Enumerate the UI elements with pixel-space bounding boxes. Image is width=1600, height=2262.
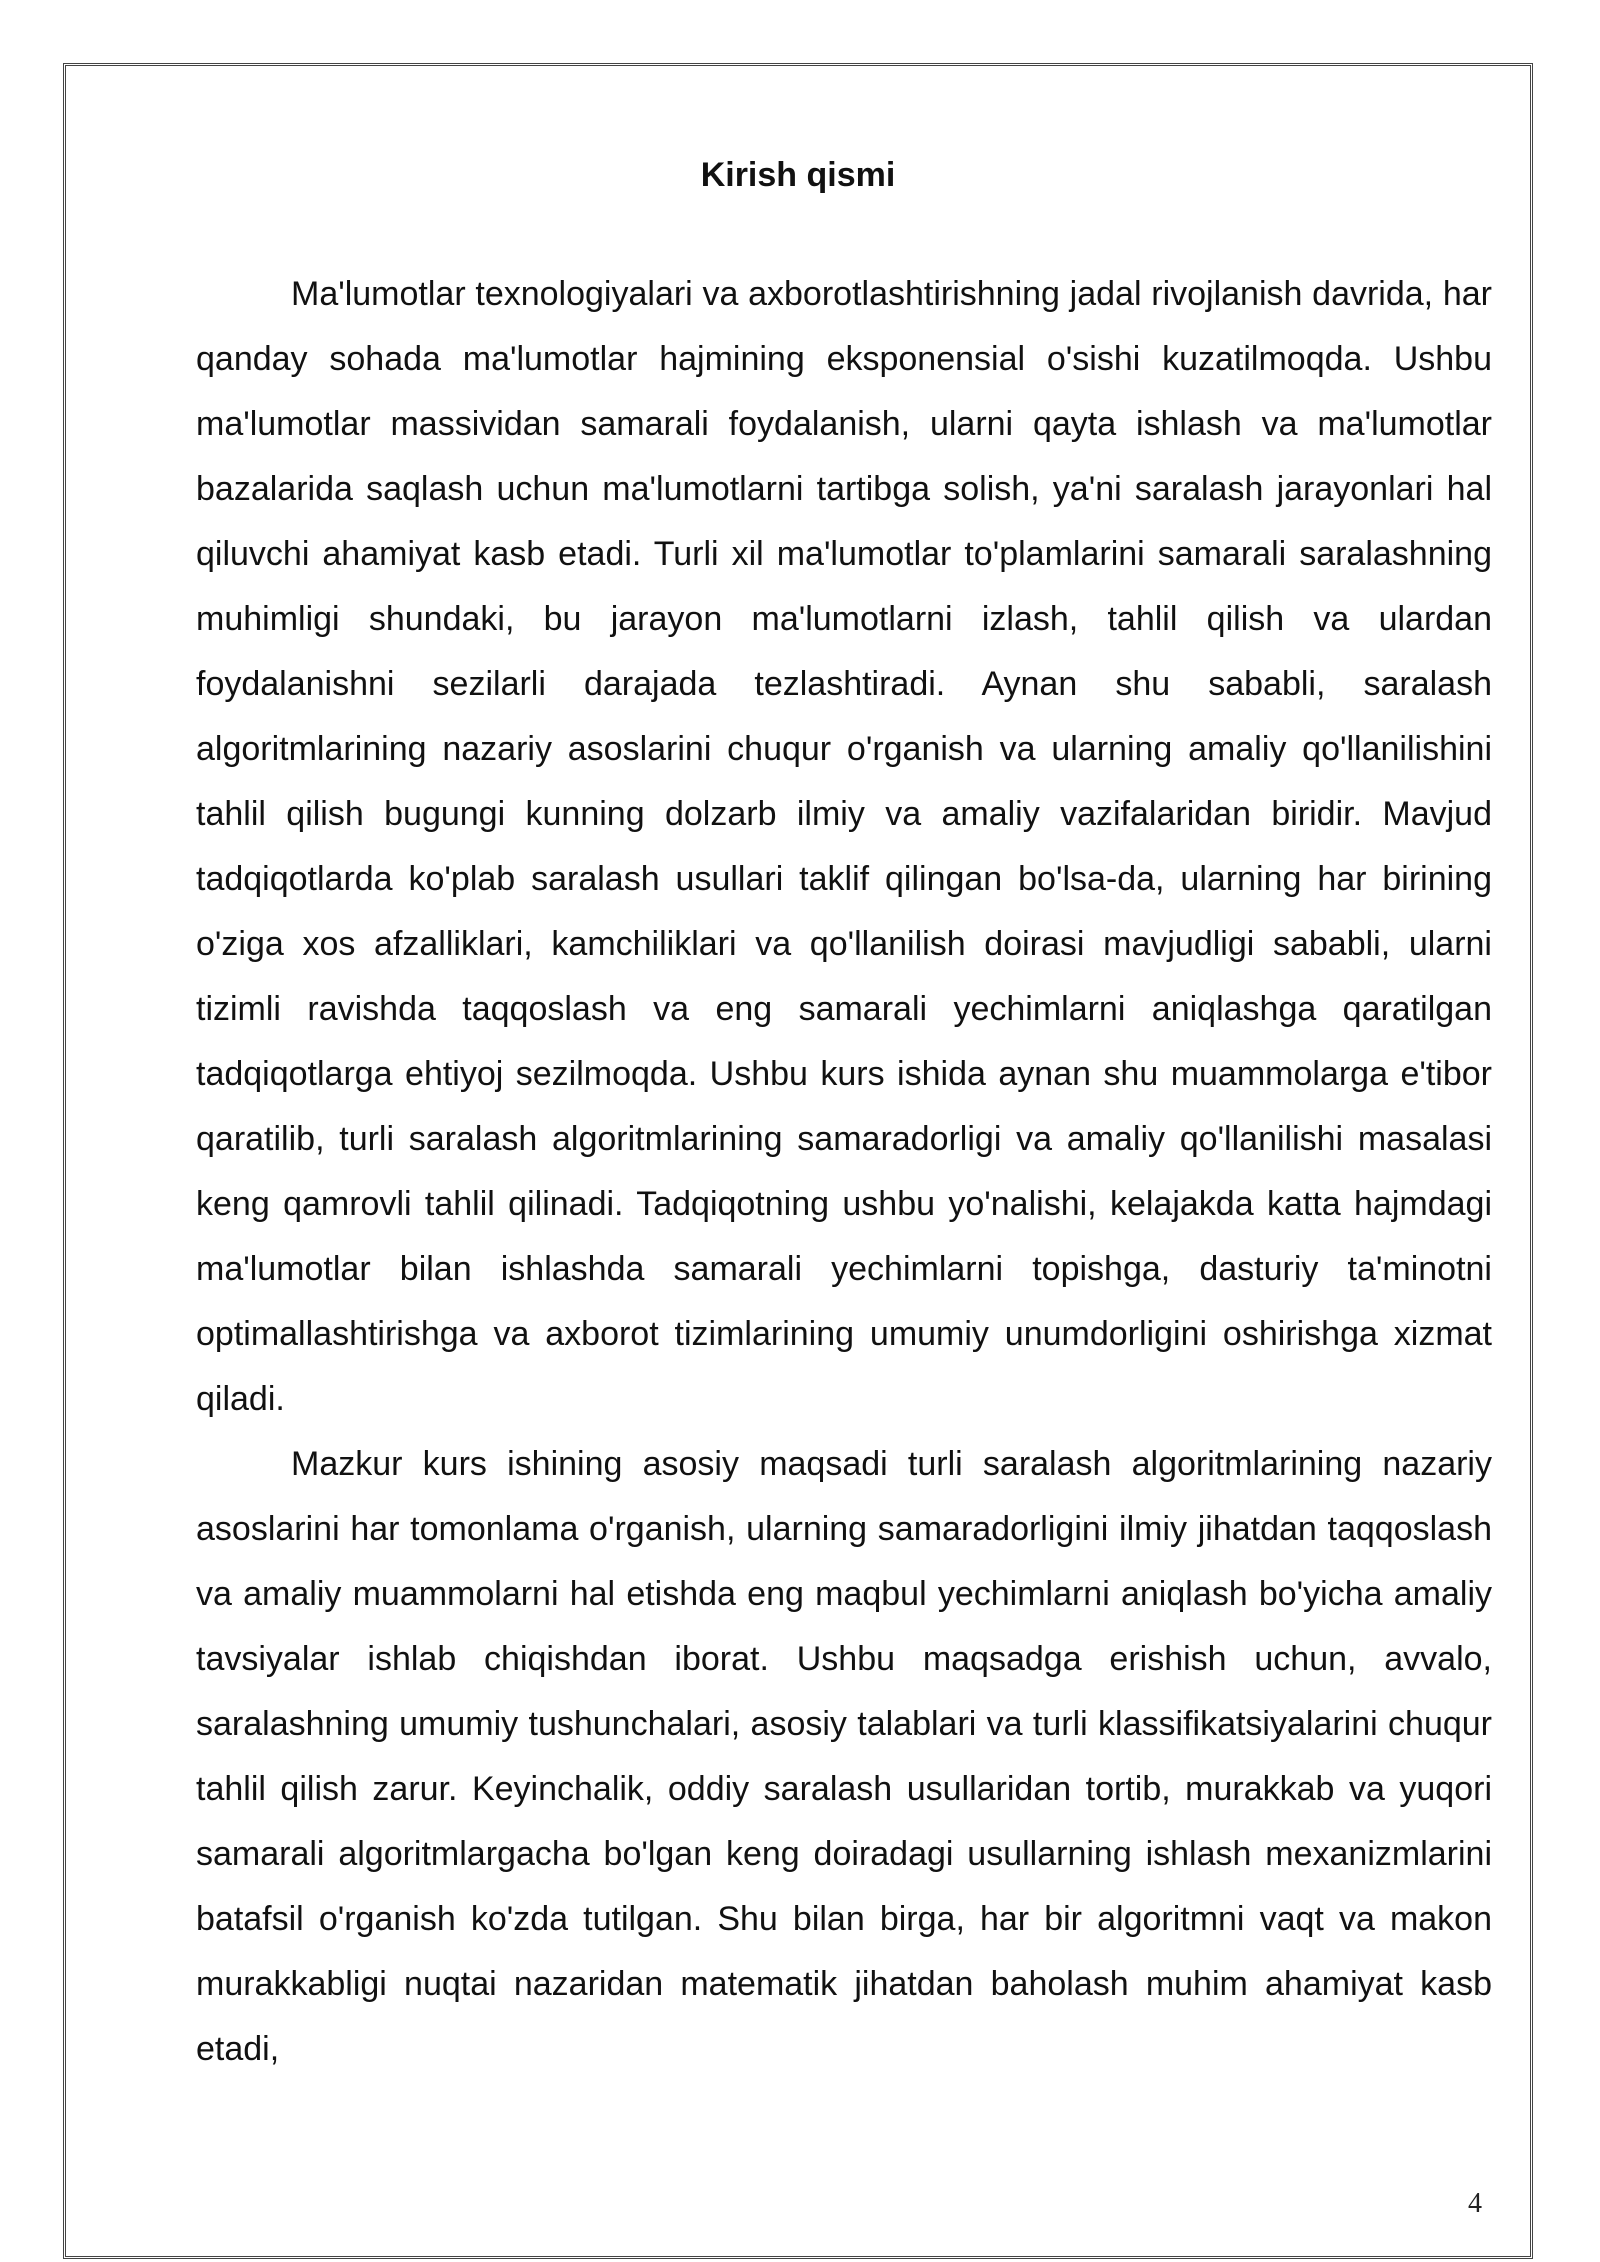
- paragraph-goal: Mazkur kurs ishining asosiy maqsadi turli saralash algoritmlarining nazariy asoslarini har tomonlama o'rganish, ularning samaradorligini ilmiy jihatdan taqqoslash va amaliy muammolarni hal etishda eng maqbul yechimlarni aniqlash bo'yicha amaliy tavsiyalar ishlab chiqishdan iborat. Ushbu maqsadga erishish uchun, avvalo, saralashning umumiy tushunchalari, asosiy talablari va turli klassifikatsiyalarini chuqur tahlil qilish zarur. Keyinchalik, oddiy saralash usullaridan tortib, murakkab va yuqori samarali algoritmlargacha bo'lgan keng doiradagi usullarning ishlash mexanizmlarini batafsil o'rganish ko'zda tutilgan. Shu bilan birga, har bir algoritmni vaqt va makon murakkabligi nuqtai nazaridan matematik jihatdan baholash muhim ahamiyat kasb etadi,: [196, 1445, 1492, 2068]
- document-body: [196, 262, 1492, 2082]
- page-title: Kirish qismi: [700, 156, 896, 194]
- page-border: [63, 63, 1533, 2259]
- page-number: 4: [1468, 2188, 1482, 2219]
- paragraph-intro: Ma'lumotlar texnologiyalari va axborotlashtirishning jadal rivojlanish davrida, har qanday sohada ma'lumotlar hajmining eksponensial o'sishi kuzatilmoqda. Ushbu ma'lumotlar massividan samarali foydalanish, ularni qayta ishlash va ma'lumotlar bazalarida saqlash uchun ma'lumotlarni tartibga solish, ya'ni saralash jarayonlari hal qiluvchi ahamiyat kasb etadi. Turli xil ma'lumotlar to'plamlarini samarali saralashning muhimligi shundaki, bu jarayon ma'lumotlarni izlash, tahlil qilish va ulardan foydalanishni sezilarli darajada tezlashtiradi. Aynan shu sababli, saralash algoritmlarining nazariy asoslarini chuqur o'rganish va ularning amaliy qo'llanilishini tahlil qilish bugungi kunning dolzarb ilmiy va amaliy vazifalaridan biridir. Mavjud tadqiqotlarda ko'plab saralash usullari taklif qilingan bo'lsa-da, ularning har birining o'ziga xos afzalliklari, kamchiliklari va qo'llanilish doirasi mavjudligi sababli, ularni tizimli ravishda taqqoslash va eng samarali yechimlarni aniqlashga qaratilgan tadqiqotlarga ehtiyoj sezilmoqda. Ushbu kurs ishida aynan shu muammolarga e'tibor qaratilib, turli saralash algoritmlarining samaradorligi va amaliy qo'llanilishi masalasi keng qamrovli tahlil qilinadi. Tadqiqotning ushbu yo'nalishi, kelajakda katta hajmdagi ma'lumotlar bilan ishlashda samarali yechimlarni topishga, dasturiy ta'minotni optimallashtirishga va axborot tizimlarining umumiy unumdorligini oshirishga xizmat qiladi.: [196, 275, 1492, 1418]
